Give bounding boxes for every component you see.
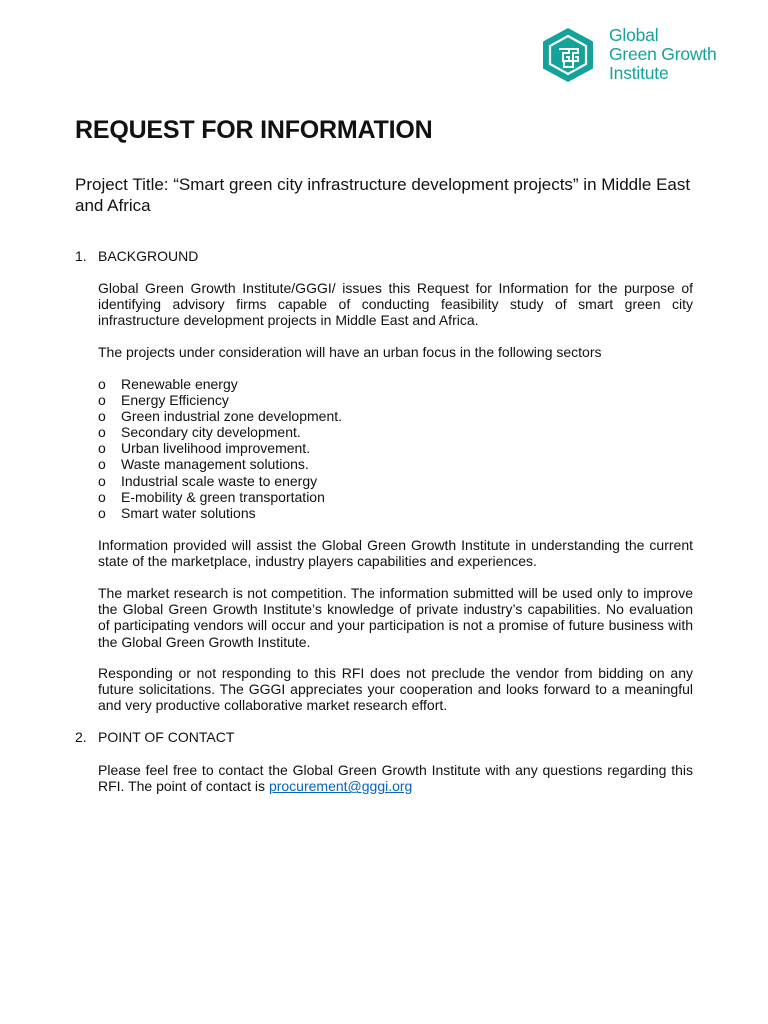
section-number: 2. (75, 729, 87, 745)
bullet-marker: o (98, 456, 106, 473)
section-heading-text: POINT OF CONTACT (98, 729, 235, 745)
bullet-marker: o (98, 408, 106, 425)
logo-line-2: Green Growth (609, 44, 717, 64)
bullet-text: Industrial scale waste to energy (121, 472, 318, 489)
bullet-marker: o (98, 440, 106, 457)
background-paragraph-1: Global Green Growth Institute/GGGI/ issues this Request for Information for the purpose of identifying advisory firms capable of conducting feasibility study of smart green city infrastructure development projects in Middle East and Africa. (98, 280, 693, 329)
background-paragraph-3: Information provided will assist the Global Green Growth Institute in understanding the current state of the marketplace, industry players capabilities and experiences. (98, 537, 693, 570)
section-heading-point-of-contact (75, 729, 234, 745)
sector-bullet-list (98, 376, 342, 521)
bullet-marker: o (98, 424, 106, 441)
logo-line-1: Global (609, 25, 659, 45)
bullet-text: Secondary city development. (121, 424, 301, 441)
background-paragraph-4: The market research is not competition. The information submitted will be used only to improve the Global Green Growth Institute’s knowledge of private industry’s capabilities. No evaluation of participating vendors will occur and your participation is not a promise of future business with the Global Green Growth Institute. (98, 585, 693, 650)
list-item (98, 505, 342, 521)
list-item (98, 456, 342, 472)
section-number: 1. (75, 248, 87, 264)
document-title: REQUEST FOR INFORMATION (75, 116, 433, 144)
list-item (98, 473, 342, 489)
logo-line-3: Institute (609, 63, 669, 83)
list-item (98, 408, 342, 424)
background-paragraph-5: Responding or not responding to this RFI does not preclude the vendor from bidding on any future solicitations. The GGGI appreciates your cooperation and looks forward to a meaningful and very productive collaborative market research effort. (98, 665, 693, 714)
bullet-text: Urban livelihood improvement. (121, 440, 311, 457)
logo-wordmark (609, 26, 717, 83)
bullet-marker: o (98, 504, 106, 521)
bullet-text: E-mobility & green transportation (121, 488, 325, 505)
gggi-logo (541, 26, 717, 83)
background-paragraph-2: The projects under consideration will have an urban focus in the following sectors (98, 344, 602, 360)
bullet-marker: o (98, 376, 106, 392)
bullet-marker: o (98, 392, 106, 409)
section-heading-text: BACKGROUND (98, 248, 199, 264)
gggi-hexagon-logo-icon (541, 27, 595, 83)
bullet-text: Energy Efficiency (121, 392, 229, 409)
contact-email-link[interactable]: procurement@gggi.org (268, 778, 413, 795)
list-item (98, 440, 342, 456)
list-item (98, 424, 342, 440)
section-heading-background (75, 248, 198, 264)
project-title: Project Title: “Smart green city infrastructure development projects” in Middle East and Africa (75, 175, 691, 215)
list-item (98, 376, 342, 392)
bullet-text: Smart water solutions (121, 504, 256, 521)
list-item (98, 489, 342, 505)
contact-paragraph (98, 762, 693, 794)
bullet-text: Renewable energy (121, 376, 238, 392)
bullet-text: Green industrial zone development. (121, 408, 343, 425)
bullet-marker: o (98, 488, 106, 505)
bullet-text: Waste management solutions. (121, 456, 309, 473)
list-item (98, 392, 342, 408)
bullet-marker: o (98, 472, 106, 489)
contact-text: Please feel free to contact the Global Green Growth Institute with any questions regarding this RFI. The point of contact is (98, 762, 693, 795)
